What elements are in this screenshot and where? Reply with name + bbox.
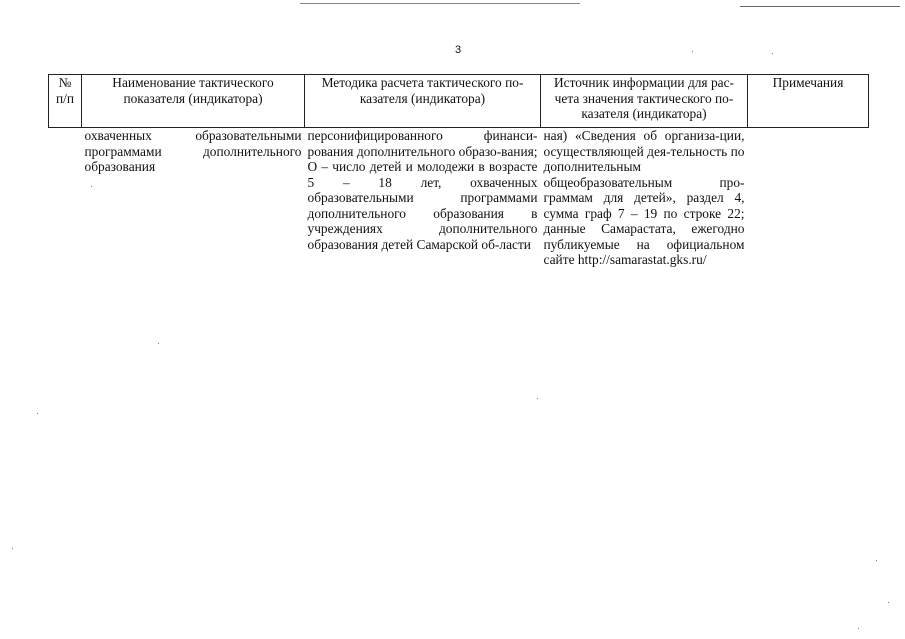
scan-speck — [12, 548, 13, 549]
scan-speck — [537, 398, 538, 399]
indicator-table — [48, 74, 869, 268]
scan-speck — [37, 413, 38, 414]
header-calculation-method: Методика расчета тактического по-казателя (индикатора) — [305, 75, 541, 128]
cell-num — [49, 128, 82, 268]
scan-speck — [692, 51, 693, 52]
cell-calculation-method — [305, 128, 541, 268]
scan-speck — [876, 560, 877, 561]
method-paragraph: О – число детей и молодежи в возрасте 5 – 18 лет, охваченных образовательными программами дополнительного образования в учреждениях дополнительного образования детей Самарской об-ласти — [307, 159, 538, 252]
cell-indicator-name — [82, 128, 305, 268]
page-number: 3 — [454, 44, 462, 56]
scan-artifact-line — [300, 3, 580, 4]
table-header-row — [49, 75, 869, 128]
table-row — [49, 128, 869, 268]
cell-notes — [748, 128, 869, 268]
header-indicator-name: Наименование тактического показателя (индикатора) — [82, 75, 305, 128]
cell-information-source — [541, 128, 748, 268]
indicator-name-text: охваченных образовательными программами дополнительного образования — [84, 128, 302, 174]
scan-artifact-line — [740, 6, 900, 7]
header-information-source: Источник информации для рас-чета значения тактического по-казателя (индикатора) — [541, 75, 748, 128]
scan-speck — [858, 628, 859, 629]
method-paragraph: персонифицированного финанси-рования дополнительного образо-вания; — [307, 128, 538, 159]
header-num: № п/п — [49, 75, 82, 128]
scan-speck — [158, 343, 159, 344]
source-text: ная) «Сведения об организа-ции, осуществляющей дея-тельность по дополнительным общеобразовательным про-граммам для детей», раздел 4, сумма граф 7 – 19 по строке 22; данные Самарастата, ежегодно публикуемые на официальном сайте http://samarastat.gks.ru/ — [543, 128, 745, 267]
scan-speck — [772, 53, 773, 54]
header-notes: Примечания — [748, 75, 869, 128]
scan-speck — [888, 602, 889, 603]
